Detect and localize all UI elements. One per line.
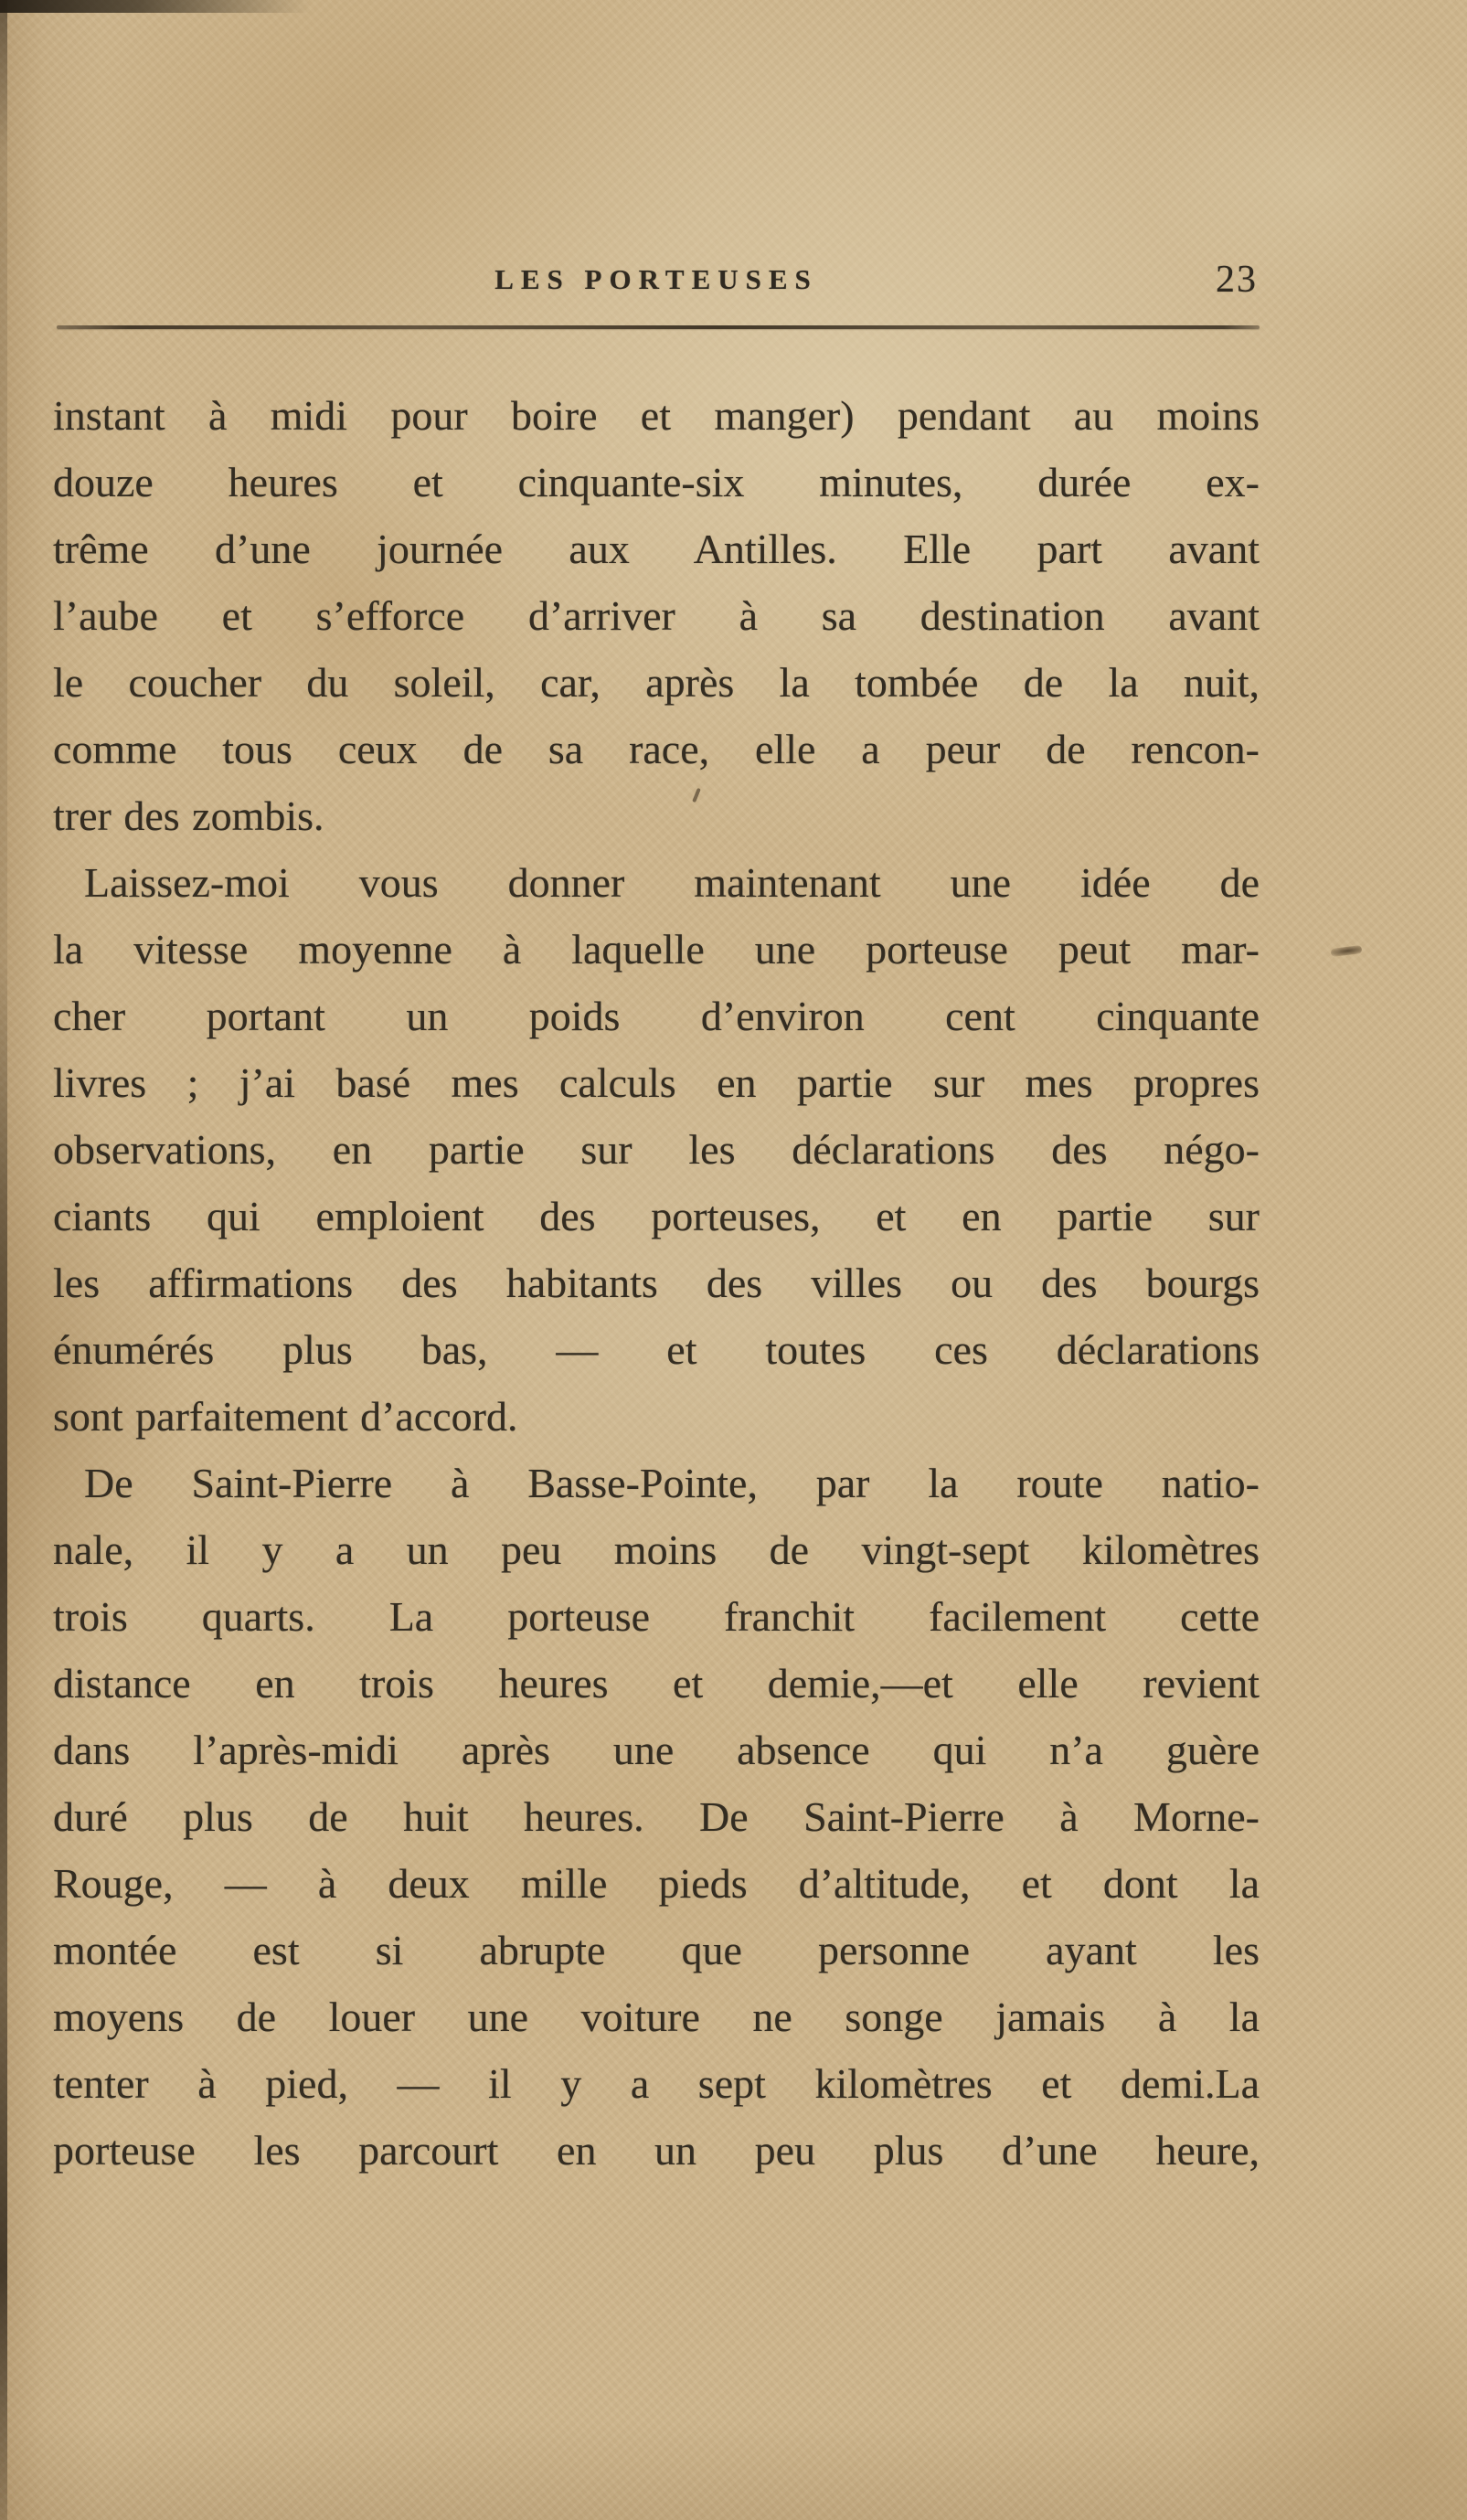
text-line: moyens de louer une voiture ne songe jamais à la: [53, 1994, 1260, 2040]
running-title: LES PORTEUSES: [494, 263, 818, 295]
text-line: la vitesse moyenne à laquelle une porteuse peut mar-: [53, 926, 1260, 973]
text-line: observations, en partie sur les déclarations des négo-: [53, 1126, 1260, 1173]
text-line: instant à midi pour boire et manger) pendant au moins: [53, 392, 1260, 439]
text-line: comme tous ceux de sa race, elle a peur de rencon-: [53, 726, 1260, 772]
text-line: montée est si abrupte que personne ayant les: [53, 1927, 1260, 1973]
text-line: duré plus de huit heures. De Saint-Pierre à Morne-: [53, 1793, 1260, 1840]
text-line: Laissez-moi vous donner maintenant une idée de: [84, 859, 1260, 906]
text-line: sont parfaitement d’accord.: [53, 1393, 518, 1440]
page-body: [53, 382, 1260, 2184]
text-line: dans l’après-midi après une absence qui n’a guère: [53, 1727, 1260, 1773]
text-line: énumérés plus bas, — et toutes ces déclarations: [53, 1326, 1260, 1373]
text-line: trois quarts. La porteuse franchit facilement cette: [53, 1593, 1260, 1640]
text-line: le coucher du soleil, car, après la tombée de la nuit,: [53, 659, 1260, 706]
running-header: [53, 259, 1260, 305]
scan-left-edge-shadow: [0, 0, 7, 2520]
margin-ink-dash-mark: [1331, 945, 1363, 957]
header-rule: [57, 325, 1260, 329]
scan-top-edge-shadow: [0, 0, 311, 13]
page-number: 23: [1216, 259, 1258, 301]
text-line: nale, il y a un peu moins de vingt-sept kilomètres: [53, 1526, 1260, 1573]
text-line: les affirmations des habitants des villes ou des bourgs: [53, 1260, 1260, 1306]
text-line: l’aube et s’efforce d’arriver à sa destination avant: [53, 592, 1260, 639]
text-line: tenter à pied, — il y a sept kilomètres et demi.La: [53, 2060, 1260, 2107]
text-line: Rouge, — à deux mille pieds d’altitude, et dont la: [53, 1860, 1260, 1907]
text-line: distance en trois heures et demie,—et elle revient: [53, 1660, 1260, 1707]
text-line: douze heures et cinquante-six minutes, durée ex-: [53, 459, 1260, 505]
text-line: livres ; j’ai basé mes calculs en partie sur mes propres: [53, 1059, 1260, 1106]
text-line: ciants qui emploient des porteuses, et en partie sur: [53, 1193, 1260, 1239]
text-line: trer des zombis.: [53, 792, 324, 839]
text-line: trême d’une journée aux Antilles. Elle part avant: [53, 526, 1260, 572]
text-line: cher portant un poids d’environ cent cinquante: [53, 993, 1260, 1039]
text-line: De Saint-Pierre à Basse-Pointe, par la route natio-: [84, 1460, 1260, 1506]
text-line: porteuse les parcourt en un peu plus d’une heure,: [53, 2127, 1260, 2174]
